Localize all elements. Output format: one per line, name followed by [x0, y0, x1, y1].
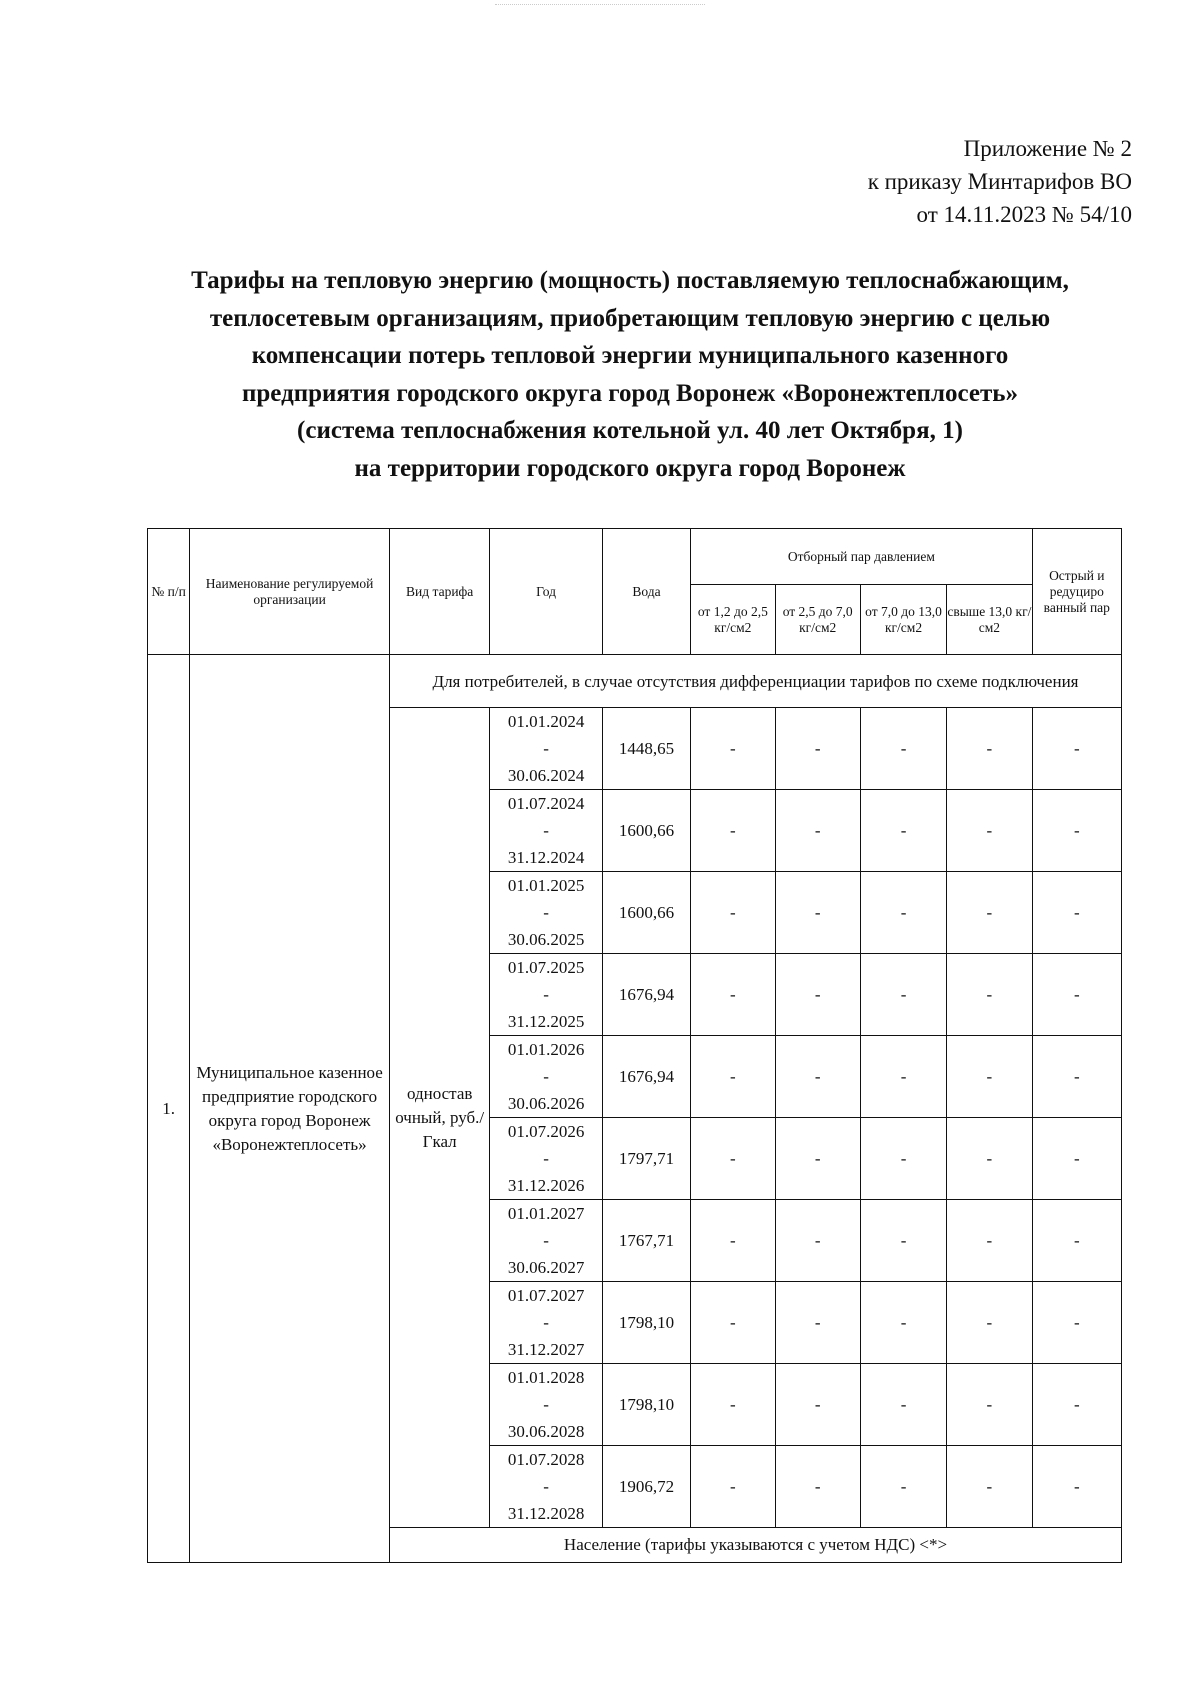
period-to: 30.06.2026 — [507, 1094, 585, 1113]
water-value: 1448,65 — [602, 708, 690, 790]
water-value: 1676,94 — [602, 1036, 690, 1118]
empty-value: - — [860, 708, 946, 790]
title-line-5: (система теплоснабжения котельной ул. 40 лет Октября, 1) — [297, 417, 963, 444]
empty-value: - — [1032, 1282, 1121, 1364]
section-population: Население (тарифы указываются с учетом НДС) <*> — [389, 1528, 1121, 1563]
period-from: 01.01.2024 — [507, 712, 585, 731]
header-tariff-type: Вид тарифа — [389, 529, 489, 655]
empty-value: - — [947, 954, 1032, 1036]
period-from: 01.01.2028 — [507, 1368, 585, 1387]
water-value: 1798,10 — [602, 1282, 690, 1364]
empty-value: - — [860, 954, 946, 1036]
period-from: 01.01.2027 — [507, 1204, 585, 1223]
tariff-type: одностав очный, руб./Гкал — [389, 708, 489, 1528]
water-value: 1767,71 — [602, 1200, 690, 1282]
period-sep: - — [543, 1395, 549, 1414]
empty-value: - — [691, 1200, 775, 1282]
empty-value: - — [947, 1118, 1032, 1200]
empty-value: - — [775, 1282, 860, 1364]
period-to: 31.12.2026 — [507, 1176, 585, 1195]
period-to: 31.12.2027 — [507, 1340, 585, 1359]
water-value: 1676,94 — [602, 954, 690, 1036]
empty-value: - — [691, 1446, 775, 1528]
empty-value: - — [947, 1282, 1032, 1364]
empty-value: - — [691, 872, 775, 954]
title-line-1: Тарифы на тепловую энергию (мощность) поставляемую теплоснабжающим, — [191, 267, 1069, 294]
period-to: 30.06.2024 — [507, 766, 585, 785]
empty-value: - — [947, 1036, 1032, 1118]
empty-value: - — [691, 1118, 775, 1200]
section-consumers: Для потребителей, в случае отсутствия дифференциации тарифов по схеме подключения — [389, 655, 1121, 708]
empty-value: - — [775, 954, 860, 1036]
period-sep: - — [543, 1149, 549, 1168]
empty-value: - — [1032, 1036, 1121, 1118]
empty-value: - — [691, 708, 775, 790]
title-line-2: теплосетевым организациям, приобретающим тепловую энергию с целью — [209, 304, 1051, 332]
period-to: 31.12.2025 — [507, 1012, 585, 1031]
header-steam-4: свыше 13,0 кг/см2 — [947, 585, 1032, 655]
period-from: 01.07.2025 — [507, 958, 585, 977]
empty-value: - — [691, 1364, 775, 1446]
empty-value: - — [860, 1364, 946, 1446]
tariff-table — [147, 528, 1122, 1563]
header-sharp-steam: Острый и редуциро ванный пар — [1032, 529, 1121, 655]
organization-name: Муниципальное казенное предприятие городского округа город Воронеж «Воронежтеплосеть» — [190, 655, 390, 1563]
water-value: 1906,72 — [602, 1446, 690, 1528]
header-steam-1: от 1,2 до 2,5 кг/см2 — [691, 585, 775, 655]
scan-noise — [495, 4, 705, 13]
header-org: Наименование регулируемой организации — [190, 529, 390, 655]
empty-value: - — [775, 708, 860, 790]
period-from: 01.07.2024 — [507, 794, 585, 813]
appendix-line-1: Приложение № 2 — [963, 136, 1132, 161]
row-number: 1. — [148, 655, 190, 1563]
period-to: 30.06.2025 — [507, 930, 585, 949]
empty-value: - — [860, 1446, 946, 1528]
empty-value: - — [775, 1036, 860, 1118]
period-from: 01.07.2026 — [507, 1122, 585, 1141]
period-cell — [490, 1200, 602, 1282]
period-sep: - — [543, 739, 549, 758]
empty-value: - — [947, 1446, 1032, 1528]
period-sep: - — [543, 1313, 549, 1332]
period-to: 30.06.2028 — [507, 1422, 585, 1441]
period-from: 01.01.2026 — [507, 1040, 585, 1059]
empty-value: - — [1032, 1446, 1121, 1528]
empty-value: - — [691, 790, 775, 872]
empty-value: - — [775, 1446, 860, 1528]
empty-value: - — [1032, 954, 1121, 1036]
period-from: 01.01.2025 — [507, 876, 585, 895]
period-cell — [490, 1036, 602, 1118]
period-sep: - — [543, 821, 549, 840]
period-cell — [490, 1446, 602, 1528]
empty-value: - — [947, 790, 1032, 872]
empty-value: - — [775, 790, 860, 872]
period-cell — [490, 708, 602, 790]
empty-value: - — [947, 708, 1032, 790]
empty-value: - — [860, 1282, 946, 1364]
period-cell — [490, 954, 602, 1036]
empty-value: - — [860, 1118, 946, 1200]
period-to: 30.06.2027 — [507, 1258, 585, 1277]
empty-value: - — [947, 872, 1032, 954]
period-from: 01.07.2028 — [507, 1450, 585, 1469]
title-line-6: на территории городского округа город Воронеж — [354, 454, 906, 482]
period-to: 31.12.2028 — [507, 1504, 585, 1523]
title-line-4: предприятия городского округа город Воронеж «Воронежтеплосеть» — [242, 379, 1018, 407]
period-sep: - — [543, 985, 549, 1004]
water-value: 1600,66 — [602, 872, 690, 954]
empty-value: - — [860, 1200, 946, 1282]
empty-value: - — [947, 1364, 1032, 1446]
empty-value: - — [1032, 1118, 1121, 1200]
document-title — [130, 262, 1130, 487]
empty-value: - — [691, 1282, 775, 1364]
empty-value: - — [860, 1036, 946, 1118]
period-sep: - — [543, 1067, 549, 1086]
empty-value: - — [1032, 790, 1121, 872]
empty-value: - — [1032, 872, 1121, 954]
empty-value: - — [1032, 708, 1121, 790]
period-cell — [490, 790, 602, 872]
water-value: 1600,66 — [602, 790, 690, 872]
header-steam-2: от 2,5 до 7,0 кг/см2 — [775, 585, 860, 655]
header-year: Год — [490, 529, 602, 655]
empty-value: - — [1032, 1200, 1121, 1282]
period-sep: - — [543, 903, 549, 922]
period-sep: - — [543, 1477, 549, 1496]
empty-value: - — [691, 954, 775, 1036]
appendix-line-2: к приказу Минтарифов ВО — [867, 169, 1132, 194]
appendix-reference — [868, 132, 1132, 231]
empty-value: - — [860, 790, 946, 872]
header-steam-group: Отборный пар давлением — [691, 529, 1032, 585]
empty-value: - — [775, 872, 860, 954]
period-to: 31.12.2024 — [507, 848, 585, 867]
period-cell — [490, 872, 602, 954]
empty-value: - — [775, 1118, 860, 1200]
header-water: Вода — [602, 529, 690, 655]
water-value: 1797,71 — [602, 1118, 690, 1200]
empty-value: - — [1032, 1364, 1121, 1446]
period-cell — [490, 1118, 602, 1200]
header-steam-3: от 7,0 до 13,0 кг/см2 — [860, 585, 946, 655]
empty-value: - — [947, 1200, 1032, 1282]
header-num: № п/п — [148, 529, 190, 655]
period-cell — [490, 1364, 602, 1446]
empty-value: - — [775, 1364, 860, 1446]
title-line-3: компенсации потерь тепловой энергии муниципального казенного — [251, 342, 1009, 369]
period-from: 01.07.2027 — [507, 1286, 585, 1305]
empty-value: - — [860, 872, 946, 954]
period-sep: - — [543, 1231, 549, 1250]
empty-value: - — [691, 1036, 775, 1118]
appendix-line-3: от 14.11.2023 № 54/10 — [916, 202, 1132, 227]
empty-value: - — [775, 1200, 860, 1282]
period-cell — [490, 1282, 602, 1364]
water-value: 1798,10 — [602, 1364, 690, 1446]
